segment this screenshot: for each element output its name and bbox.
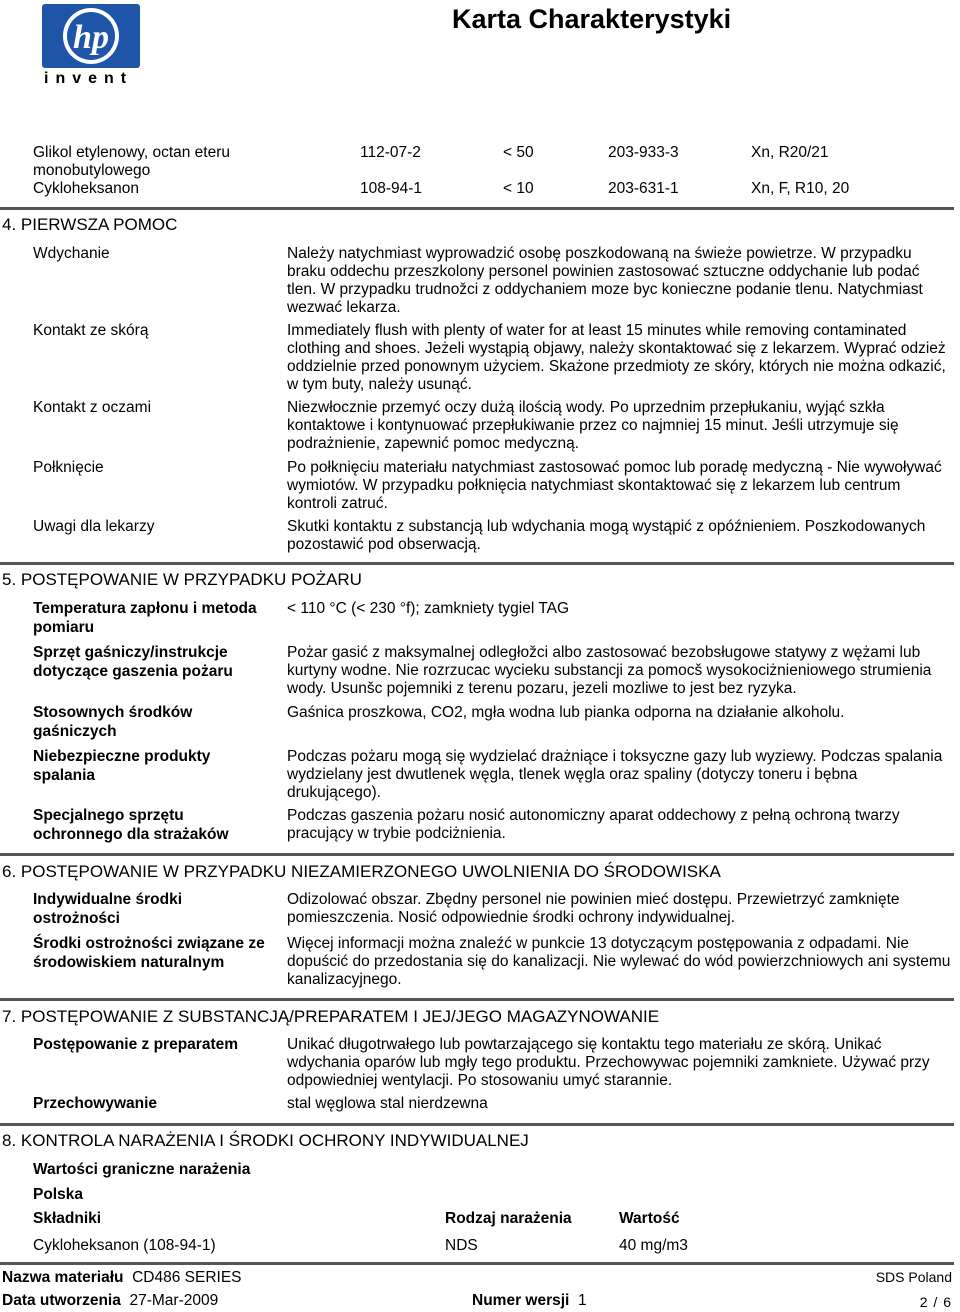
document-title: Karta Charakterystyki [452,4,732,34]
label-inhalation: Wdychanie [33,245,110,262]
section-7-title: 7. POSTĘPOWANIE Z SUBSTANCJĄ/PREPARATEM I JEJ/JEGO MAGAZYNOWANIE [2,1007,660,1026]
text-skin-contact: Immediately flush with plenty of water for at least 15 minutes while removing contaminated clothing and shoes. Jeżeli wystąpią objawy, należy skontaktować się z lekarzem. Wyprać odzież oddzielnie przed ponownym użyciem. Skażone przedmioty ze skóry, których nie można odkazić, w tym buty, należy usunąć. [287,322,946,393]
section-divider [0,562,954,565]
exposure-limits-subtitle: Wartości graniczne narażenia [33,1161,251,1178]
label-ingestion: Połknięcie [33,459,104,476]
section-5-title: 5. POSTĘPOWANIE W PRZYPADKU POŻARU [2,570,362,589]
section-8-title: 8. KONTROLA NARAŻENIA I ŚRODKI OCHRONY INDYWIDUALNEJ [2,1131,529,1150]
label-skin-contact: Kontakt ze skórą [33,322,149,339]
text-personal-precautions: Odizolować obszar. Zbędny personel nie powinien mieć dostępu. Przewietrzyć zamknięte pomieszczenia. Nosić odpowiednie środki ochrony indywidualnej. [287,891,900,926]
component-cas-2: 108-94-1 [360,180,423,197]
footer-page-number: 2 / 6 [919,1294,952,1310]
label-extinguishing-instructions: Sprzęt gaśniczy/instrukcje dotyczące gaszenia pożaru [33,644,233,680]
text-combustion-products: Podczas pożaru mogą się wydzielać drażniące i toksyczne gazy lub wyziewy. Podczas spalania wydzielany jest dwutlenek węgla, tlenek węgla oraz spaliny (dotyczy toneru i bębna drukującego). [287,748,943,801]
label-storage: Przechowywanie [33,1095,158,1112]
text-flash-point: < 110 °C (< 230 °f); zamkniety tygiel TAG [287,600,570,617]
hp-logo [42,4,140,68]
table-cell-component: Cykloheksanon (108-94-1) [33,1237,216,1254]
footer-material-value: CD486 SERIES [132,1269,242,1286]
text-environmental-precautions: Więcej informacji można znaleźć w punkcie 13 dotyczącym postępowania z odpadami. Nie dopuścić do przedostania się do kanalizacji. Nie wylewać do wód powierzchniowych ani systemu kanalizacyjnego. [287,935,951,988]
label-handling: Postępowanie z preparatem [33,1036,239,1053]
footer-material [2,1269,242,1287]
table-header-value: Wartość [619,1210,680,1227]
section-divider [0,998,954,1001]
section-divider [0,1123,954,1126]
component-conc-1: < 50 [503,144,534,161]
exposure-country: Polska [33,1186,83,1203]
footer-version [472,1292,587,1310]
footer-date-value: 27-Mar-2009 [129,1292,219,1309]
component-conc-2: < 10 [503,180,534,197]
label-firefighter-equipment: Specjalnego sprzętu ochronnego dla strażaków [33,807,229,843]
label-personal-precautions: Indywidualne środki ostrożności [33,891,182,927]
footer-material-label: Nazwa materiału [2,1269,124,1286]
footer-date [2,1292,218,1310]
table-header-components: Składniki [33,1210,102,1227]
label-extinguishing-media: Stosownych środków gaśniczych [33,704,193,740]
component-class-1: Xn, R20/21 [751,144,829,161]
label-flash-point: Temperatura zapłonu i metoda pomiaru [33,600,257,636]
section-6-title: 6. POSTĘPOWANIE W PRZYPADKU NIEZAMIERZONEGO UWOLNIENIA DO ŚRODOWISKA [2,862,721,881]
logo-mark-text: hp [73,19,109,56]
text-extinguishing-media: Gaśnica proszkowa, CO2, mgła wodna lub pianka odporna na działanie alkoholu. [287,704,845,721]
text-inhalation: Należy natychmiast wyprowadzić osobę poszkodowaną na świeże powietrze. W przypadku braku oddechu przeszkolony personel powinien zastosować sztuczne oddychanie lub podać tlen. W przypadku trudnožci z oddychaniem moze byc konieczne podanie tlenu. Natychmiast wezwać lekarza. [287,245,923,316]
footer-region: SDS Poland [875,1269,952,1285]
component-cas-1: 112-07-2 [360,144,421,161]
component-class-2: Xn, F, R10, 20 [751,180,850,197]
footer-date-label: Data utworzenia [2,1292,121,1309]
hp-logo-icon [42,4,140,68]
label-combustion-products: Niebezpieczne produkty spalania [33,748,211,784]
footer-divider [0,1262,954,1265]
label-notes-physicians: Uwagi dla lekarzy [33,518,155,535]
text-firefighter-equipment: Podczas gaszenia pożaru nosić autonomiczny aparat oddechowy z pełną ochroną twarzy pracujący w trybie podciżnienia. [287,807,900,842]
component-ec-2: 203-631-1 [608,180,679,197]
section-4-title: 4. PIERWSZA POMOC [2,215,178,234]
section-divider [0,853,954,856]
table-cell-value: 40 mg/m3 [619,1237,688,1254]
text-extinguishing-instructions: Pożar gasić z maksymalnej odległožci albo zastosować bezobsługowe statywy z wężami lub kurtyny wodne. Nie rozrzucac wycieku substancji za pomocš wysokociżnieniowego strumienia wody. Usunšc pojemniki z terenu pozaru, jezeli mozliwe to jest bez ryzyka. [287,644,932,697]
section-divider [0,207,954,210]
logo-tagline: invent [44,70,134,87]
text-ingestion: Po połknięciu materiału natychmiast zastosować pomoc lub poradę medyczną - Nie wywoływać wymiotów. W przypadku połknięcia natychmiast skontaktować się z lekarzem lub centrum kontroli zatruć. [287,459,942,512]
label-eye-contact: Kontakt z oczami [33,399,152,416]
component-name-2: Cykloheksanon [33,180,139,197]
footer-version-value: 1 [577,1292,587,1309]
text-eye-contact: Niezwłocznie przemyć oczy dużą ilością wody. Po uprzednim przepłukaniu, wyjąć szkła kontaktowe i kontynuować przepłukiwanie przez co najmniej 15 minut. Jeśli utrzymuje się podrażnienie, zapewnić pomoc medyczną. [287,399,899,452]
text-handling: Unikać długotrwałego lub powtarzającego się kontaktu tego materiału ze skórą. Unikać wdychania oparów lub mgły tego produktu. Przechowywac pojemniki zamkniete. Używać przy odpowiedniej wentylacji. Po stosowaniu umyć starannie. [287,1036,930,1089]
text-notes-physicians: Skutki kontaktu z substancją lub wdychania mogą wystąpić z opóźnieniem. Poszkodowanych pozostawić pod obserwacją. [287,518,926,553]
text-storage: stal węglowa stal nierdzewna [287,1095,488,1112]
component-name-1: Glikol etylenowy, octan eteru monobutylowego [33,144,231,179]
footer-version-label: Numer wersji [472,1292,570,1309]
table-header-exposure-type: Rodzaj narażenia [445,1210,572,1227]
label-environmental-precautions: Środki ostrożności związane ze środowiskiem naturalnym [33,935,265,971]
component-ec-1: 203-933-3 [608,144,679,161]
table-cell-exposure-type: NDS [445,1237,478,1254]
